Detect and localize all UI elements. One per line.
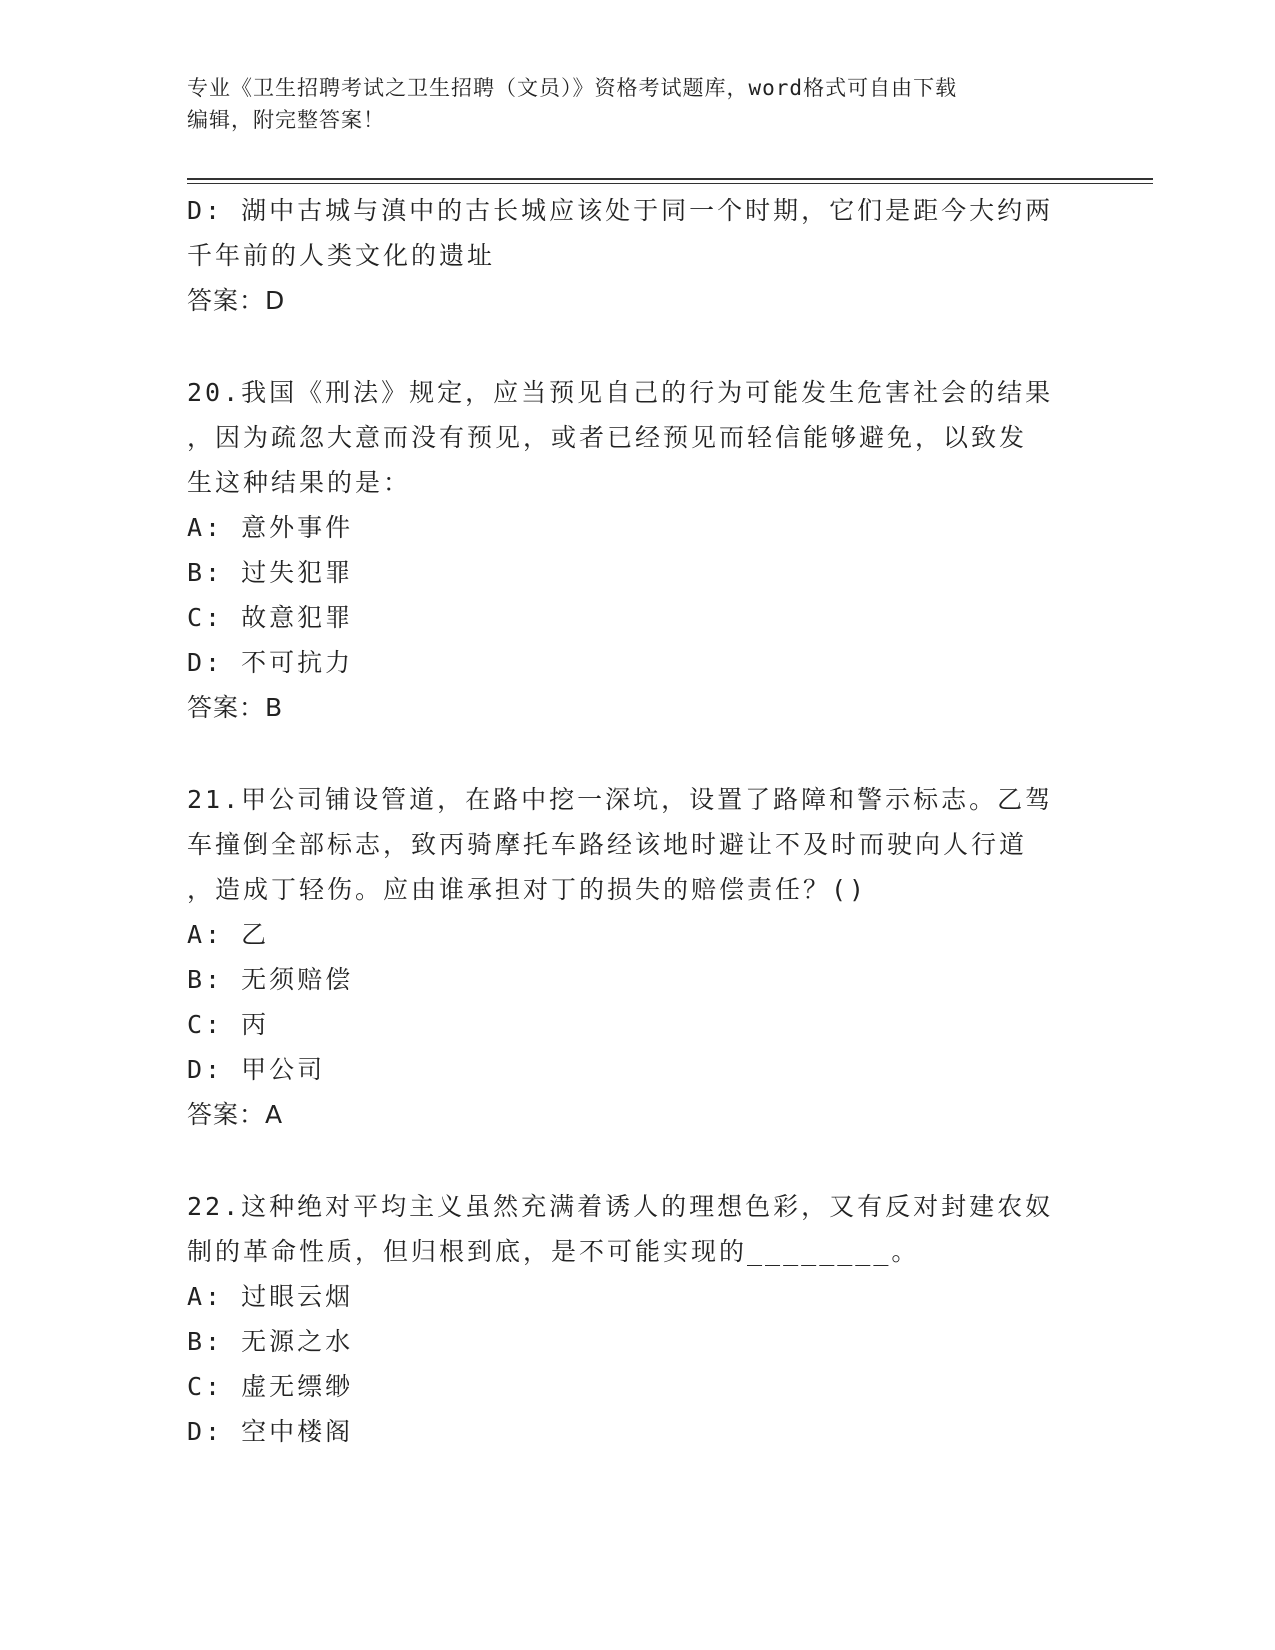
option-a: A: 意外事件	[187, 513, 354, 542]
question-20	[187, 370, 1077, 730]
question-stem: 车撞倒全部标志，致丙骑摩托车路经该地时避让不及时而驶向人行道	[187, 830, 1028, 859]
option-b: B: 无源之水	[187, 1327, 354, 1356]
question-21	[187, 777, 1077, 1137]
option-d-line-2: 千年前的人类文化的遗址	[187, 241, 496, 270]
question-stem: 21.甲公司铺设管道，在路中挖一深坑，设置了路障和警示标志。乙驾	[187, 785, 1054, 814]
option-c: C: 丙	[187, 1010, 270, 1039]
question-stem: 22.这种绝对平均主义虽然充满着诱人的理想色彩，又有反对封建农奴	[187, 1192, 1054, 1221]
question-stem: 20.我国《刑法》规定，应当预见自己的行为可能发生危害社会的结果	[187, 378, 1054, 407]
option-a: A: 过眼云烟	[187, 1282, 354, 1311]
question-stem: 制的革命性质，但归根到底，是不可能实现的________。	[187, 1237, 920, 1266]
option-d-line-1: D: 湖中古城与滇中的古长城应该处于同一个时期，它们是距今大约两	[187, 196, 1054, 225]
question-stem: ，因为疏忽大意而没有预见，或者已经预见而轻信能够避免，以致发	[187, 423, 1028, 452]
page-header	[187, 72, 1067, 136]
question-stem: 生这种结果的是：	[187, 468, 412, 497]
option-b: B: 无须赔偿	[187, 965, 354, 994]
question-19	[187, 188, 1077, 323]
option-d: D: 不可抗力	[187, 648, 354, 677]
option-c: C: 虚无缥缈	[187, 1372, 354, 1401]
answer: 答案：B	[187, 693, 284, 722]
header-rule-thin	[187, 183, 1153, 184]
answer: 答案：A	[187, 1100, 284, 1129]
option-a: A: 乙	[187, 920, 270, 949]
option-b: B: 过失犯罪	[187, 558, 354, 587]
answer: 答案：D	[187, 286, 286, 315]
option-d: D: 空中楼阁	[187, 1417, 354, 1446]
option-d: D: 甲公司	[187, 1055, 326, 1084]
header-line-1: 专业《卫生招聘考试之卫生招聘（文员）》资格考试题库，word格式可自由下载	[187, 76, 958, 100]
question-22	[187, 1184, 1077, 1454]
question-list	[187, 188, 1077, 1454]
header-rule-thick	[187, 178, 1153, 180]
option-c: C: 故意犯罪	[187, 603, 354, 632]
question-stem: ，造成丁轻伤。应由谁承担对丁的损失的赔偿责任？()	[187, 875, 868, 904]
header-line-2: 编辑，附完整答案！	[187, 108, 385, 132]
